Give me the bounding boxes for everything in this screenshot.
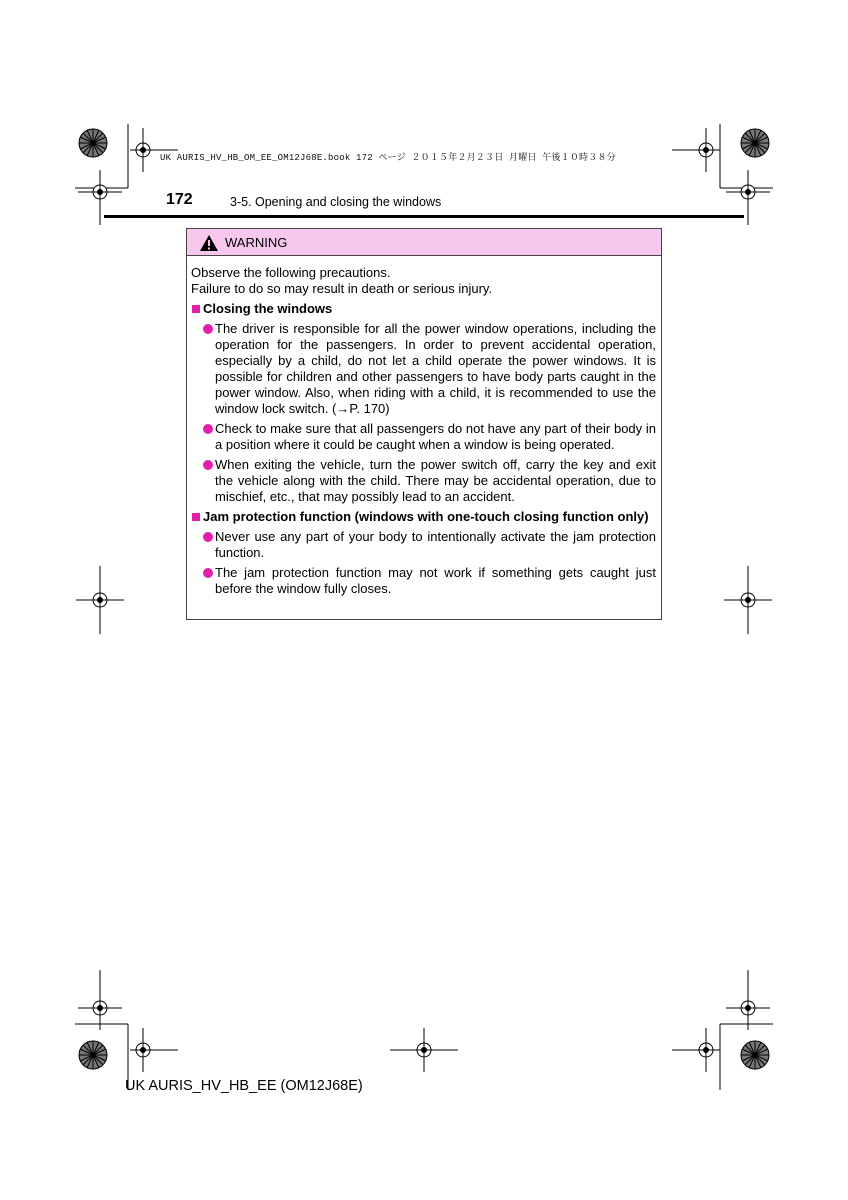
registration-target-icon <box>724 566 772 634</box>
registration-target-icon <box>76 566 124 634</box>
bullet-dot-icon <box>203 532 213 542</box>
section-heading: Jam protection function (windows with one-touch closing function only) <box>191 509 656 525</box>
page-number: 172 <box>166 191 193 208</box>
square-bullet-icon <box>192 513 200 521</box>
list-item: When exiting the vehicle, turn the power switch off, carry the key and exit the vehicle along with the child. There may be accidental operation, due to mischief, etc., that may possibly lead to an accident. <box>191 457 656 505</box>
registration-target-icon <box>672 1028 720 1072</box>
square-bullet-icon <box>192 305 200 313</box>
bullet-dot-icon <box>203 424 213 434</box>
warning-triangle-icon <box>199 234 219 252</box>
bullet-dot-icon <box>203 460 213 470</box>
registration-target-icon <box>672 128 720 172</box>
warning-label: WARNING <box>225 235 288 250</box>
section-heading: Closing the windows <box>191 301 656 317</box>
bullet-dot-icon <box>203 568 213 578</box>
list-item: The driver is responsible for all the power window operations, including the operation for the passengers. In order to prevent accidental operation, especially by a child, do not let a child operate the power windows. It is possible for children and other passengers to have body parts caught in the power window. Also, when riding with a child, it is recommended to use the window lock switch. (→P. 170) <box>191 321 656 417</box>
footer-model-code: UK AURIS_HV_HB_EE (OM12J68E) <box>125 1078 363 1094</box>
intro-line: Failure to do so may result in death or serious injury. <box>191 281 493 296</box>
section-title: 3-5. Opening and closing the windows <box>230 195 442 209</box>
list-item: Check to make sure that all passengers do not have any part of their body in a position where it could be caught when a window is being operated. <box>191 421 656 453</box>
star-target-icon <box>79 1041 107 1069</box>
bullet-dot-icon <box>203 324 213 334</box>
list-item: The jam protection function may not work if something gets caught just before the window fully closes. <box>191 565 656 597</box>
list-item: Never use any part of your body to intentionally activate the jam protection function. <box>191 529 656 561</box>
star-target-icon <box>741 1041 769 1069</box>
registration-target-icon <box>130 1028 178 1072</box>
registration-target-icon <box>390 1028 458 1072</box>
intro-line: Observe the following precautions. <box>191 265 391 280</box>
star-target-icon <box>79 129 107 157</box>
warning-header <box>187 229 661 256</box>
print-header: UK AURIS_HV_HB_OM_EE_OM12J68E.book 172 ページ ２０１５年２月２３日 月曜日 午後１０時３８分 <box>160 153 616 163</box>
registration-target-icon <box>726 970 770 1030</box>
warning-body <box>191 265 656 597</box>
star-target-icon <box>741 129 769 157</box>
warning-box <box>186 228 662 620</box>
registration-target-icon <box>78 970 122 1030</box>
header-divider <box>104 215 744 218</box>
